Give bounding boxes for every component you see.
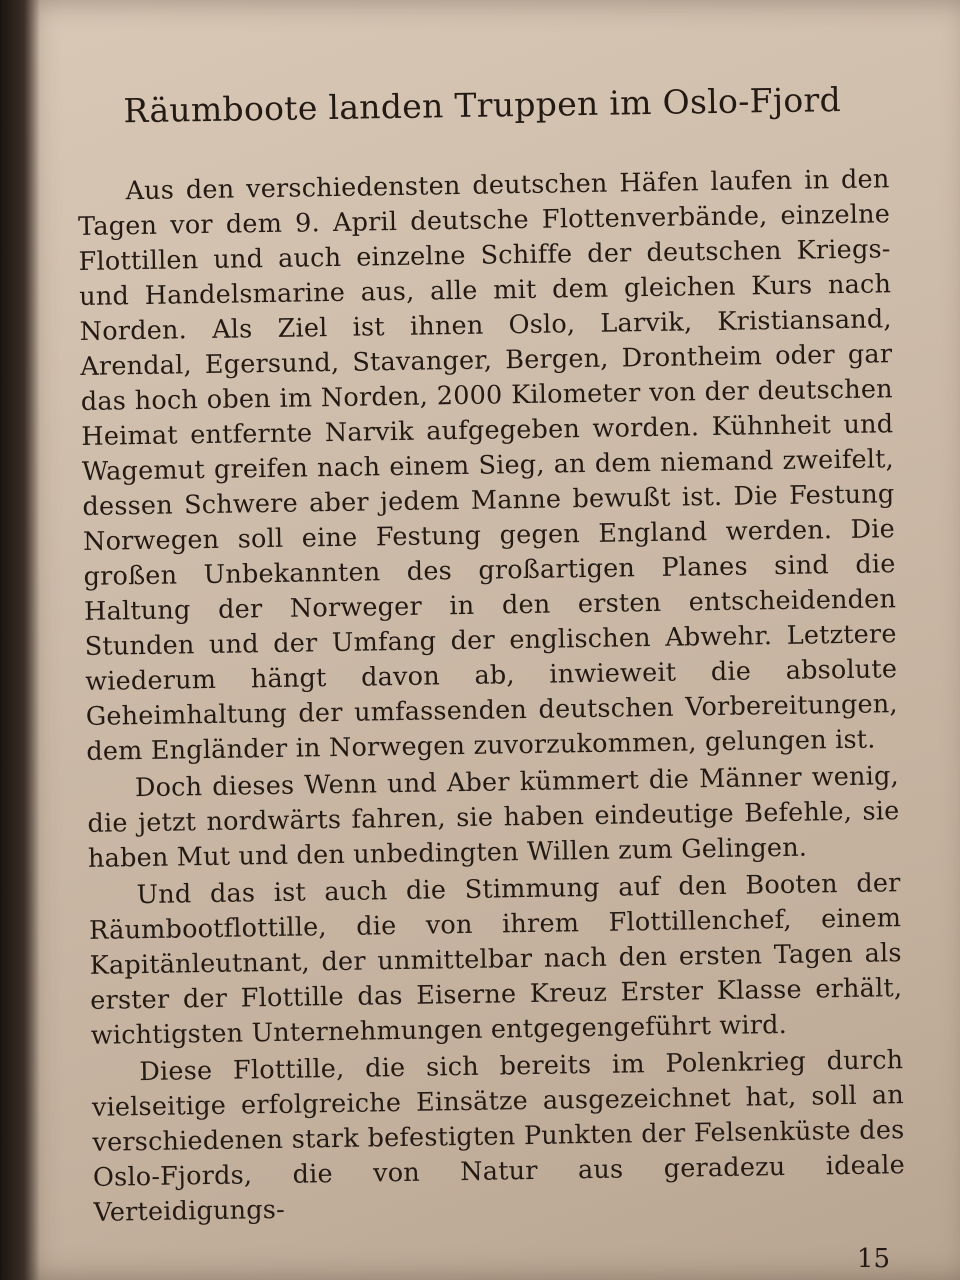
page-content — [76, 79, 906, 1231]
paragraph-2: Doch dieses Wenn und Aber kümmert die Männer wenig, die jetzt nordwärts fahren, sie haben eindeutige Befehle, sie haben Mut und den unbedingten Willen zum Gelingen. — [87, 761, 900, 874]
page-number: 15 — [856, 1244, 890, 1274]
paragraph-4: Diese Flottille, die sich bereits im Polenkrieg durch vielseitige erfolgreiche Einsätze ausgezeichnet hat, soll an verschiedenen stark befestigten Punkten der Felsenküste des Oslo-Fjords, die von Natur aus geradezu ideale Verteidigungs- — [91, 1045, 906, 1228]
book-page — [18, 0, 960, 1280]
chapter-title: Räumboote landen Truppen im Oslo-Fjord — [123, 79, 842, 131]
paragraph-1: Aus den verschiedensten deutschen Häfen laufen in den Tagen vor dem 9. April deutsche Flottenverbände, einzelne Flottillen und auch einzelne Schiffe der deutschen Kriegs- und Handelsmarine aus, alle mit dem gleichen Kurs nach Norden. Als Ziel ist ihnen Oslo, Larvik, Kristiansand, Arendal, Egersund, Stavanger, Bergen, Drontheim oder gar das hoch oben im Norden, 2000 Kilometer von der deutschen Heimat entfernte Narvik aufgegeben worden. Kühnheit und Wagemut greifen nach einem Sieg, an dem niemand zweifelt, dessen Schwere aber jedem Manne bewußt ist. Die Festung Norwegen soll eine Festung gegen England werden. Die großen Unbekannten des großartigen Planes sind die Haltung der Norweger in den ersten entscheidenden Stunden und der Umfang der englischen Abwehr. Letztere wiederum hängt davon ab, inwieweit die absolute Geheimhaltung der umfassenden deutschen Vorbereitungen, dem Engländer in Norwegen zuvorzukommen, gelungen ist. — [77, 164, 898, 767]
book-spine-shadow — [0, 0, 40, 1280]
paragraph-3: Und das ist auch die Stimmung auf den Booten der Räumbootflottille, die von ihrem Flottillenchef, einem Kapitänleutnant, der unmittelbar nach den ersten Tagen als erster der Flottille das Eiserne Kreuz Erster Klasse erhält, wichtigsten Unternehmungen entgegengeführt wird. — [88, 868, 903, 1051]
